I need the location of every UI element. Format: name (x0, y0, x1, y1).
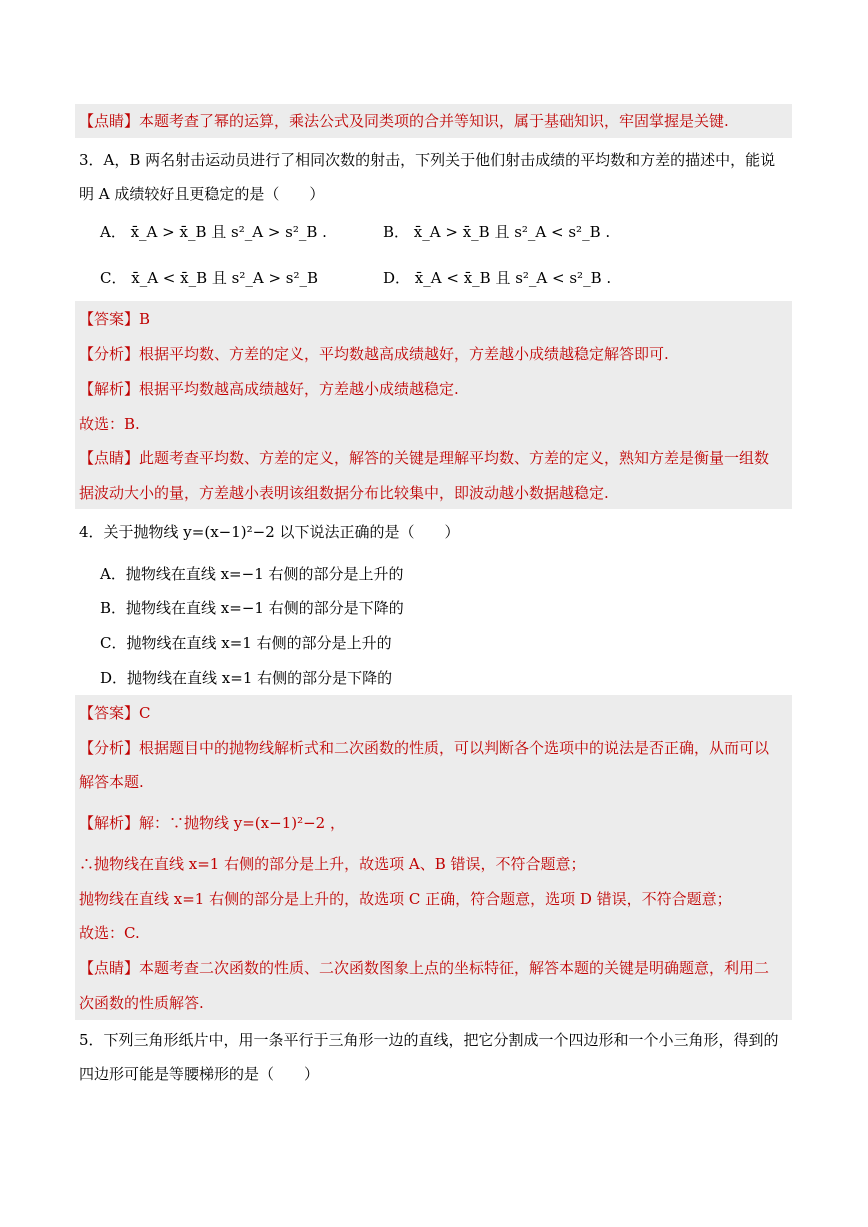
q3-point-line1: 【点睛】此题考查平均数、方差的定义，解答的关键是理解平均数、方差的定义，熟知方差是衡量一组数 (79, 449, 770, 467)
q4-stem: 4．关于抛物线 y=(x−1)²−2 以下说法正确的是（ ） (79, 523, 460, 541)
q4-answer: 【答案】C (79, 704, 151, 722)
q3-analysis: 【分析】根据平均数、方差的定义，平均数越高成绩越好，方差越小成绩越稳定解答即可. (79, 345, 669, 363)
q4-option-d: D．抛物线在直线 x=1 右侧的部分是下降的 (100, 669, 393, 687)
q3-stem-line2: 明 A 成绩较好且更稳定的是（ ） (79, 185, 325, 203)
q3-stem-line1: 3．A，B 两名射击运动员进行了相同次数的射击，下列关于他们射击成绩的平均数和方差的描述中，能说 (79, 151, 776, 169)
q4-solution: 【解析】解：∵抛物线 y=(x−1)²−2 ， (79, 814, 345, 832)
q3-solution: 【解析】根据平均数越高成绩越好，方差越小成绩越稳定. (79, 380, 459, 398)
q3-option-c: C． x̄_A < x̄_B 且 s²_A > s²_B (100, 269, 319, 287)
q4-analysis-line2: 解答本题. (79, 773, 144, 791)
q4-option-a: A．抛物线在直线 x=−1 右侧的部分是上升的 (100, 565, 404, 583)
q4-step1: ∴抛物线在直线 x=1 右侧的部分是上升，故选项 A、B 错误，不符合题意； (79, 855, 586, 873)
q4-point-line2: 次函数的性质解答. (79, 994, 204, 1012)
q4-option-b: B．抛物线在直线 x=−1 右侧的部分是下降的 (100, 599, 404, 617)
q3-answer: 【答案】B (79, 310, 151, 328)
q4-analysis-line1: 【分析】根据题目中的抛物线解析式和二次函数的性质，可以判断各个选项中的说法是否正确，从而可以 (79, 739, 770, 757)
point-text-q2: 【点睛】本题考查了幂的运算，乘法公式及同类项的合并等知识，属于基础知识，牢固掌握是关键. (79, 112, 729, 130)
q3-option-d: D． x̄_A < x̄_B 且 s²_A < s²_B . (383, 269, 612, 287)
q3-solution-box (75, 301, 792, 509)
q4-choose: 故选：C. (79, 924, 140, 942)
q5-stem-line2: 四边形可能是等腰梯形的是（ ） (79, 1065, 320, 1083)
q3-point-line2: 据波动大小的量，方差越小表明该组数据分布比较集中，即波动越小数据越稳定. (79, 484, 609, 502)
q4-step2: 抛物线在直线 x=1 右侧的部分是上升的，故选项 C 正确，符合题意，选项 D 错误，不符合题意； (79, 890, 732, 908)
q4-point-line1: 【点睛】本题考查二次函数的性质、二次函数图象上点的坐标特征，解答本题的关键是明确题意，利用二 (79, 959, 770, 977)
q3-option-b: B． x̄_A > x̄_B 且 s²_A < s²_B . (383, 223, 611, 241)
q4-option-c: C．抛物线在直线 x=1 右侧的部分是上升的 (100, 634, 392, 652)
q3-choose: 故选：B. (79, 415, 140, 433)
q3-option-a: A． x̄_A > x̄_B 且 s²_A > s²_B . (100, 223, 327, 241)
q5-stem-line1: 5．下列三角形纸片中，用一条平行于三角形一边的直线，把它分割成一个四边形和一个小三角形，得到的 (79, 1031, 779, 1049)
